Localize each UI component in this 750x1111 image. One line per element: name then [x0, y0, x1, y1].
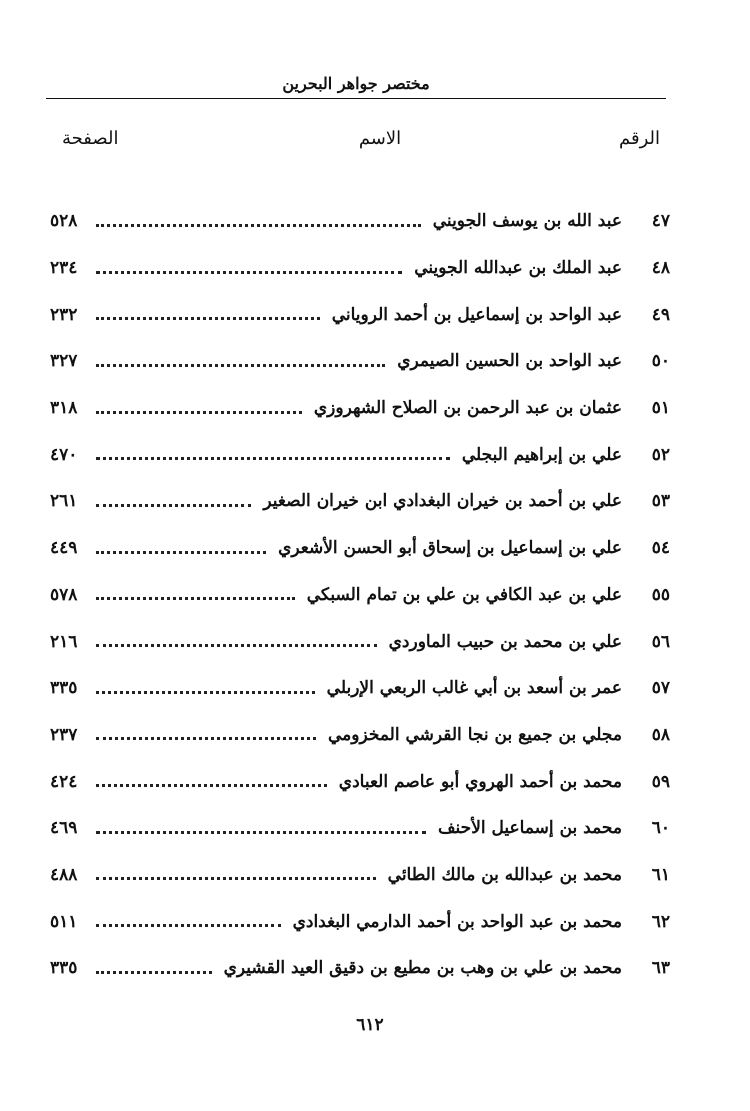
index-row: [50, 618, 670, 665]
running-title: مختصر جواهر البحرين: [282, 74, 430, 93]
entry-number: ٦١: [651, 864, 670, 885]
entry-name: علي بن أحمد بن خيران البغدادي ابن خيران الصغير: [263, 491, 622, 512]
entry-number: ٥٤: [651, 538, 670, 559]
entry-page: ٢٣٧: [50, 724, 78, 745]
leader-dots: [96, 364, 385, 367]
entry-number: ٥١: [651, 398, 670, 419]
index-row: [50, 245, 670, 292]
index-row: [50, 572, 670, 619]
entry-name: علي بن عبد الكافي بن علي بن تمام السبكي: [306, 584, 622, 605]
index-row: [50, 758, 670, 805]
leader-dots: [96, 691, 315, 694]
entry-page: ٣١٨: [50, 398, 78, 419]
column-header-page: الصفحة: [62, 128, 119, 149]
entry-page: ٤٧٠: [50, 444, 78, 465]
leader-dots: [96, 317, 320, 320]
entry-page: ٣٣٥: [50, 678, 78, 699]
entry-page: ٤٦٩: [50, 818, 78, 839]
leader-dots: [96, 877, 376, 880]
leader-dots: [96, 737, 316, 740]
entry-number: ٥٦: [651, 631, 670, 652]
leader-dots: [96, 457, 450, 460]
index-row: [50, 945, 670, 992]
entry-name: علي بن محمد بن حبيب الماوردي: [388, 631, 622, 652]
index-row: [50, 898, 670, 945]
leader-dots: [96, 597, 295, 600]
leader-dots: [96, 831, 426, 834]
entry-name: عبد الواحد بن الحسين الصيمري: [397, 351, 622, 372]
entry-name: محمد بن عبد الواحد بن أحمد الدارمي البغدادي: [292, 911, 622, 932]
entry-name: عثمان بن عبد الرحمن بن الصلاح الشهروزي: [313, 398, 622, 419]
leader-dots: [96, 271, 402, 274]
entry-page: ٤٤٩: [50, 538, 78, 559]
entry-page: ٢٣٢: [50, 304, 78, 325]
entry-number: ٤٧: [651, 211, 670, 232]
entry-number: ٥٥: [651, 584, 670, 605]
index-list: [50, 198, 670, 992]
leader-dots: [96, 224, 421, 227]
index-row: [50, 805, 670, 852]
page-number: ٦١٢: [356, 1015, 384, 1035]
header-rule: [46, 98, 666, 99]
entry-number: ٦٣: [651, 958, 670, 979]
index-row: [50, 478, 670, 525]
index-row: [50, 385, 670, 432]
index-row: [50, 291, 670, 338]
entry-name: محمد بن أحمد الهروي أبو عاصم العبادي: [338, 771, 622, 792]
index-row: [50, 712, 670, 759]
entry-page: ٢١٦: [50, 631, 78, 652]
entry-number: ٤٩: [651, 304, 670, 325]
index-row: [50, 525, 670, 572]
entry-number: ٥٩: [651, 771, 670, 792]
column-header-name: الاسم: [358, 128, 402, 149]
entry-name: مجلي بن جميع بن نجا القرشي المخزومي: [328, 724, 622, 745]
entry-number: ٥٣: [651, 491, 670, 512]
entry-number: ٥٢: [651, 444, 670, 465]
entry-number: ٦٠: [651, 818, 670, 839]
entry-number: ٥٠: [651, 351, 670, 372]
index-row: [50, 665, 670, 712]
leader-dots: [96, 784, 327, 787]
entry-page: ٤٢٤: [50, 771, 78, 792]
entry-name: عبد الملك بن عبدالله الجويني: [414, 258, 622, 279]
entry-name: عمر بن أسعد بن أبي غالب الربعي الإربلي: [326, 678, 622, 699]
column-header-number: الرقم: [618, 128, 660, 149]
entry-page: ٣٢٧: [50, 351, 78, 372]
entry-name: علي بن إسماعيل بن إسحاق أبو الحسن الأشعري: [278, 538, 622, 559]
entry-name: محمد بن علي بن وهب بن مطيع بن دقيق العيد القشيري: [223, 958, 622, 979]
leader-dots: [96, 924, 281, 927]
entry-page: ٢٣٤: [50, 258, 78, 279]
leader-dots: [96, 504, 251, 507]
leader-dots: [96, 551, 266, 554]
entry-name: عبد الله بن يوسف الجويني: [432, 211, 622, 232]
index-row: [50, 852, 670, 899]
entry-page: ٢٦١: [50, 491, 78, 512]
entry-name: علي بن إبراهيم البجلي: [461, 444, 622, 465]
entry-number: ٥٧: [651, 678, 670, 699]
entry-number: ٦٢: [651, 911, 670, 932]
index-row: [50, 198, 670, 245]
entry-name: عبد الواحد بن إسماعيل بن أحمد الروياني: [331, 304, 622, 325]
entry-name: محمد بن عبدالله بن مالك الطائي: [387, 864, 622, 885]
leader-dots: [96, 971, 212, 974]
entry-page: ٤٨٨: [50, 864, 78, 885]
entry-page: ٣٣٥: [50, 958, 78, 979]
index-row: [50, 338, 670, 385]
entry-page: ٥٢٨: [50, 211, 78, 232]
entry-page: ٥٧٨: [50, 584, 78, 605]
index-row: [50, 431, 670, 478]
entry-number: ٥٨: [651, 724, 670, 745]
entry-page: ٥١١: [50, 911, 78, 932]
entry-number: ٤٨: [651, 258, 670, 279]
entry-name: محمد بن إسماعيل الأحنف: [437, 818, 622, 839]
leader-dots: [96, 411, 302, 414]
leader-dots: [96, 644, 377, 647]
